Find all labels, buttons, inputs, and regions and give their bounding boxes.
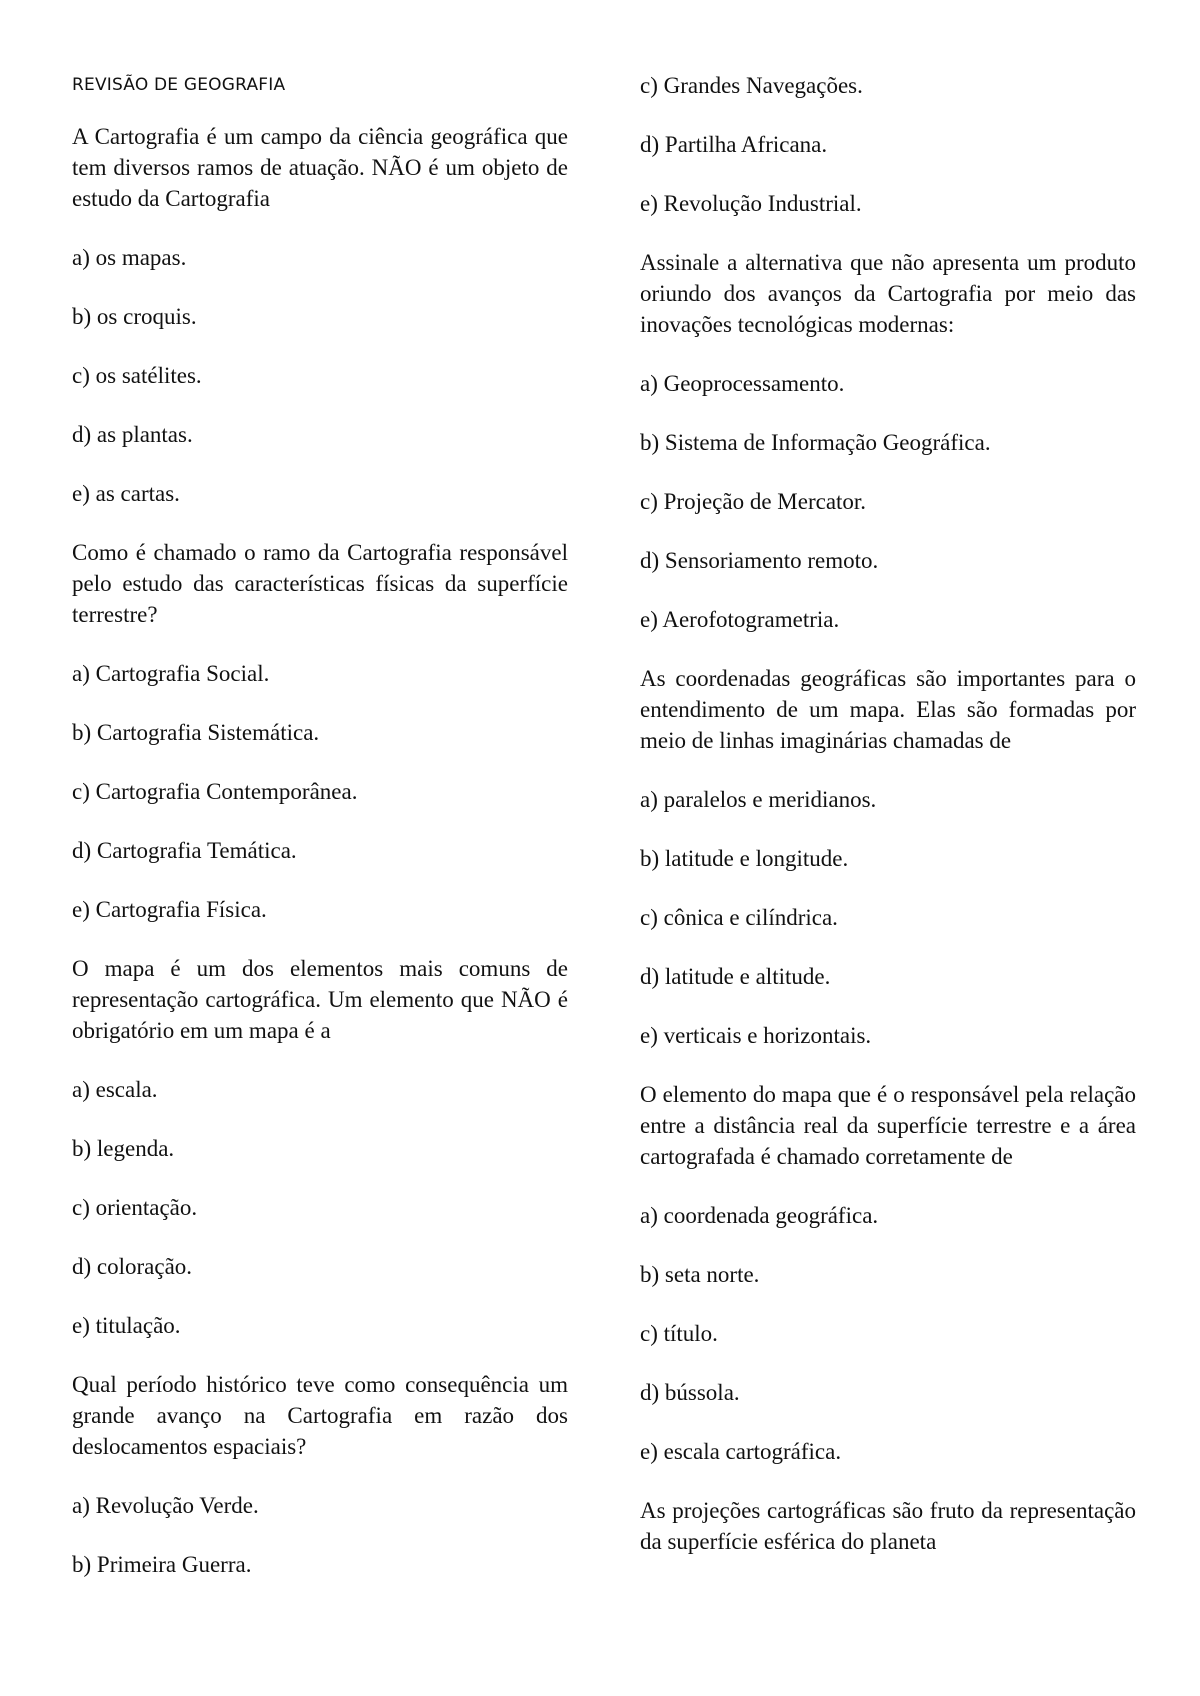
question-stem: A Cartografia é um campo da ciência geográfica que tem diversos ramos de atuação. NÃO é um objeto de estudo da Cartografia: [72, 124, 568, 211]
option-a: a) paralelos e meridianos.: [640, 787, 877, 812]
right-column: [640, 70, 1136, 1585]
option-d: d) Partilha Africana.: [640, 132, 828, 157]
option-d: d) as plantas.: [72, 422, 193, 447]
option-c: c) orientação.: [72, 1195, 198, 1220]
option-a: a) Cartografia Social.: [72, 661, 270, 686]
option-b: b) legenda.: [72, 1136, 175, 1161]
option-e: e) Revolução Industrial.: [640, 191, 862, 216]
option-a: a) os mapas.: [72, 245, 187, 270]
option-b: b) os croquis.: [72, 304, 197, 329]
question-stem: As coordenadas geográficas são importantes para o entendimento de um mapa. Elas são formadas por meio de linhas imaginárias chamadas de: [640, 666, 1136, 753]
question-stem: Assinale a alternativa que não apresenta um produto oriundo dos avanços da Cartografia por meio das inovações tecnológicas modernas:: [640, 250, 1136, 337]
question-3: [72, 953, 568, 1341]
option-e: e) as cartas.: [72, 481, 180, 506]
option-a: a) Geoprocessamento.: [640, 371, 845, 396]
option-d: d) latitude e altitude.: [640, 964, 831, 989]
option-d: d) Cartografia Temática.: [72, 838, 297, 863]
option-e: e) Cartografia Física.: [72, 897, 267, 922]
option-c: c) Projeção de Mercator.: [640, 489, 867, 514]
option-d: d) coloração.: [72, 1254, 193, 1279]
question-5: [640, 247, 1136, 635]
question-4: [72, 1369, 568, 1580]
question-8: [640, 1495, 1136, 1557]
option-a: a) Revolução Verde.: [72, 1493, 259, 1518]
question-1: [72, 121, 568, 509]
question-stem: O mapa é um dos elementos mais comuns de representação cartográfica. Um elemento que NÃO é obrigatório em um mapa é a: [72, 956, 568, 1043]
option-e: e) verticais e horizontais.: [640, 1023, 872, 1048]
question-7: [640, 1079, 1136, 1467]
question-stem: As projeções cartográficas são fruto da representação da superfície esférica do planeta: [640, 1498, 1136, 1554]
option-b: b) Primeira Guerra.: [72, 1552, 252, 1577]
option-d: d) Sensoriamento remoto.: [640, 548, 879, 573]
question-stem: Como é chamado o ramo da Cartografia responsável pelo estudo das características físicas da superfície terrestre?: [72, 540, 568, 627]
option-c: c) cônica e cilíndrica.: [640, 905, 838, 930]
option-c: c) Cartografia Contemporânea.: [72, 779, 358, 804]
option-c: c) Grandes Navegações.: [640, 73, 863, 98]
question-stem: Qual período histórico teve como consequência um grande avanço na Cartografia em razão dos deslocamentos espaciais?: [72, 1372, 568, 1459]
option-c: c) os satélites.: [72, 363, 202, 388]
option-b: b) Sistema de Informação Geográfica.: [640, 430, 991, 455]
option-a: a) escala.: [72, 1077, 158, 1102]
option-b: b) Cartografia Sistemática.: [72, 720, 320, 745]
page-title: REVISÃO DE GEOGRAFIA: [72, 75, 286, 95]
option-b: b) seta norte.: [640, 1262, 760, 1287]
option-e: e) escala cartográfica.: [640, 1439, 842, 1464]
option-d: d) bússola.: [640, 1380, 740, 1405]
question-2: [72, 537, 568, 925]
option-a: a) coordenada geográfica.: [640, 1203, 879, 1228]
option-c: c) título.: [640, 1321, 718, 1346]
option-e: e) titulação.: [72, 1313, 181, 1338]
question-4-continued: [640, 70, 1136, 219]
option-b: b) latitude e longitude.: [640, 846, 849, 871]
question-6: [640, 663, 1136, 1051]
question-stem: O elemento do mapa que é o responsável pela relação entre a distância real da superfície terrestre e a área cartografada é chamado corretamente de: [640, 1082, 1136, 1169]
option-e: e) Aerofotogrametria.: [640, 607, 840, 632]
left-column: [72, 70, 568, 1608]
